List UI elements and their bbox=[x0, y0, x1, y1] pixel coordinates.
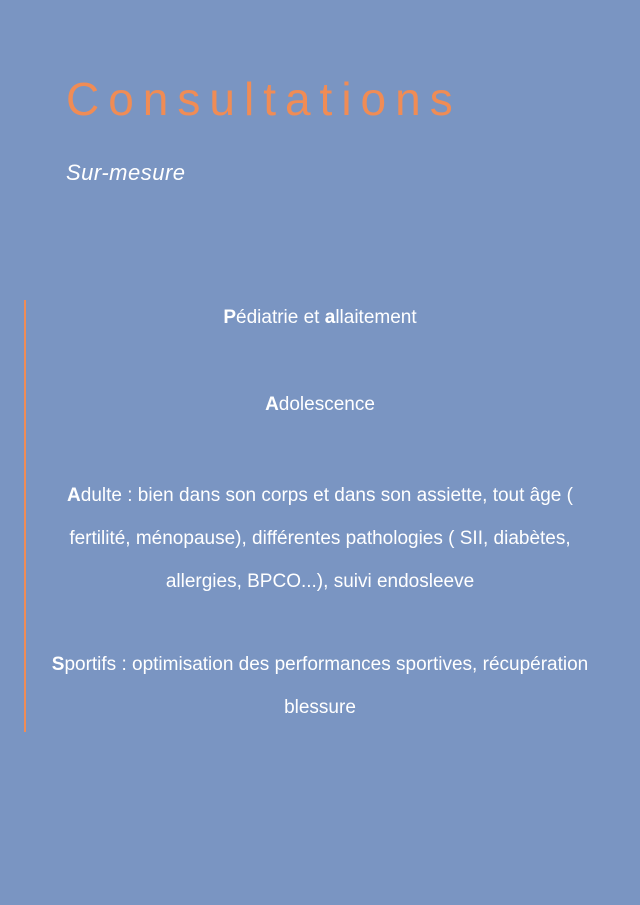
page-subtitle: Sur-mesure bbox=[66, 160, 186, 185]
list-item-lead-letter: P bbox=[223, 307, 237, 328]
page-title: Consultations bbox=[66, 73, 462, 125]
accent-vertical-bar bbox=[24, 300, 26, 732]
list-item-text: édiatrie et bbox=[236, 307, 325, 328]
list-item-text-tail: llaitement bbox=[335, 307, 417, 328]
list-item-bold-letter: a bbox=[324, 307, 336, 328]
list-item bbox=[48, 643, 592, 729]
list-item-lead-letter: S bbox=[51, 654, 65, 675]
list-item-text: portifs : optimisation des performances sportives, récupération blessure bbox=[64, 654, 589, 718]
list-item bbox=[48, 383, 592, 426]
list-item-lead-letter: A bbox=[265, 394, 279, 415]
list-item-text: dulte : bien dans son corps et dans son assiette, tout âge ( fertilité, ménopause), différentes pathologies ( SII, diabètes, allergies, BPCO...), suivi endosleeve bbox=[69, 485, 573, 592]
list-item-text: dolescence bbox=[278, 394, 375, 415]
list-item-lead-letter: A bbox=[67, 485, 81, 506]
content-list bbox=[48, 296, 592, 729]
list-item bbox=[48, 474, 592, 603]
list-item bbox=[48, 296, 592, 339]
